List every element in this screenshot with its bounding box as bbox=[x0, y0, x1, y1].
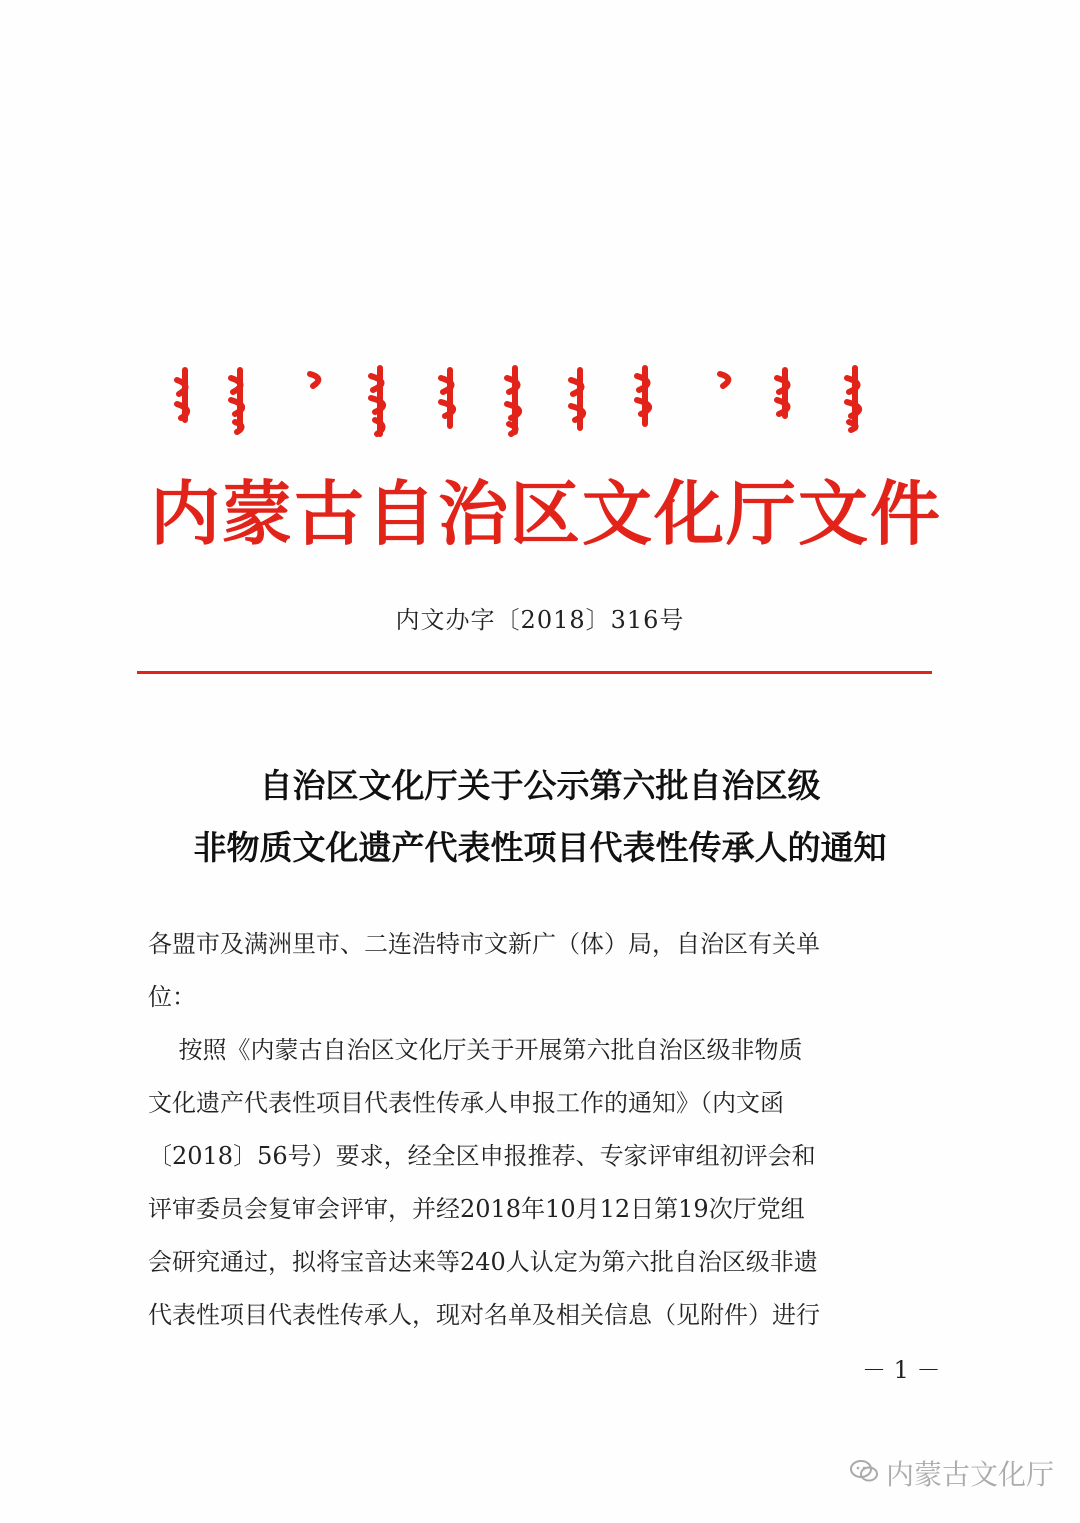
issuer-header-title: 内蒙古自治区文化厅文件 bbox=[150, 472, 942, 555]
document-title-line: 非物质文化遗产代表性项目代表性传承人的通知 bbox=[193, 828, 887, 867]
red-divider bbox=[137, 671, 932, 674]
wechat-watermark bbox=[850, 1453, 1054, 1493]
body-line: 文化遗产代表性项目代表性传承人申报工作的通知》（内文函 bbox=[148, 1089, 784, 1117]
document-body bbox=[148, 918, 948, 1342]
wechat-icon bbox=[850, 1457, 878, 1490]
mongolian-script-heading bbox=[165, 360, 885, 440]
document-number: 内文办字〔2018〕316号 bbox=[395, 606, 685, 634]
body-line: 按照《内蒙古自治区文化厅关于开展第六批自治区级非物质 bbox=[148, 1036, 803, 1064]
watermark-text: 内蒙古文化厅 bbox=[886, 1458, 1055, 1491]
body-line: 代表性项目代表性传承人，现对名单及相关信息（见附件）进行 bbox=[148, 1301, 820, 1329]
body-line: 会研究通过，拟将宝音达来等240人认定为第六批自治区级非遗 bbox=[148, 1248, 818, 1276]
document-title bbox=[140, 755, 940, 879]
page-number: － 1 － bbox=[862, 1356, 941, 1384]
document-title-line: 自治区文化厅关于公示第六批自治区级 bbox=[259, 766, 821, 805]
mongolian-script-graphic bbox=[165, 360, 885, 440]
body-line: 位： bbox=[148, 983, 196, 1011]
body-line: 各盟市及满洲里市、二连浩特市文新广（体）局，自治区有关单 bbox=[148, 930, 820, 958]
body-line: 评审委员会复审会评审，并经2018年10月12日第19次厅党组 bbox=[148, 1195, 805, 1223]
body-line: 〔2018〕56号）要求，经全区申报推荐、专家评审组初评会和 bbox=[148, 1142, 816, 1170]
